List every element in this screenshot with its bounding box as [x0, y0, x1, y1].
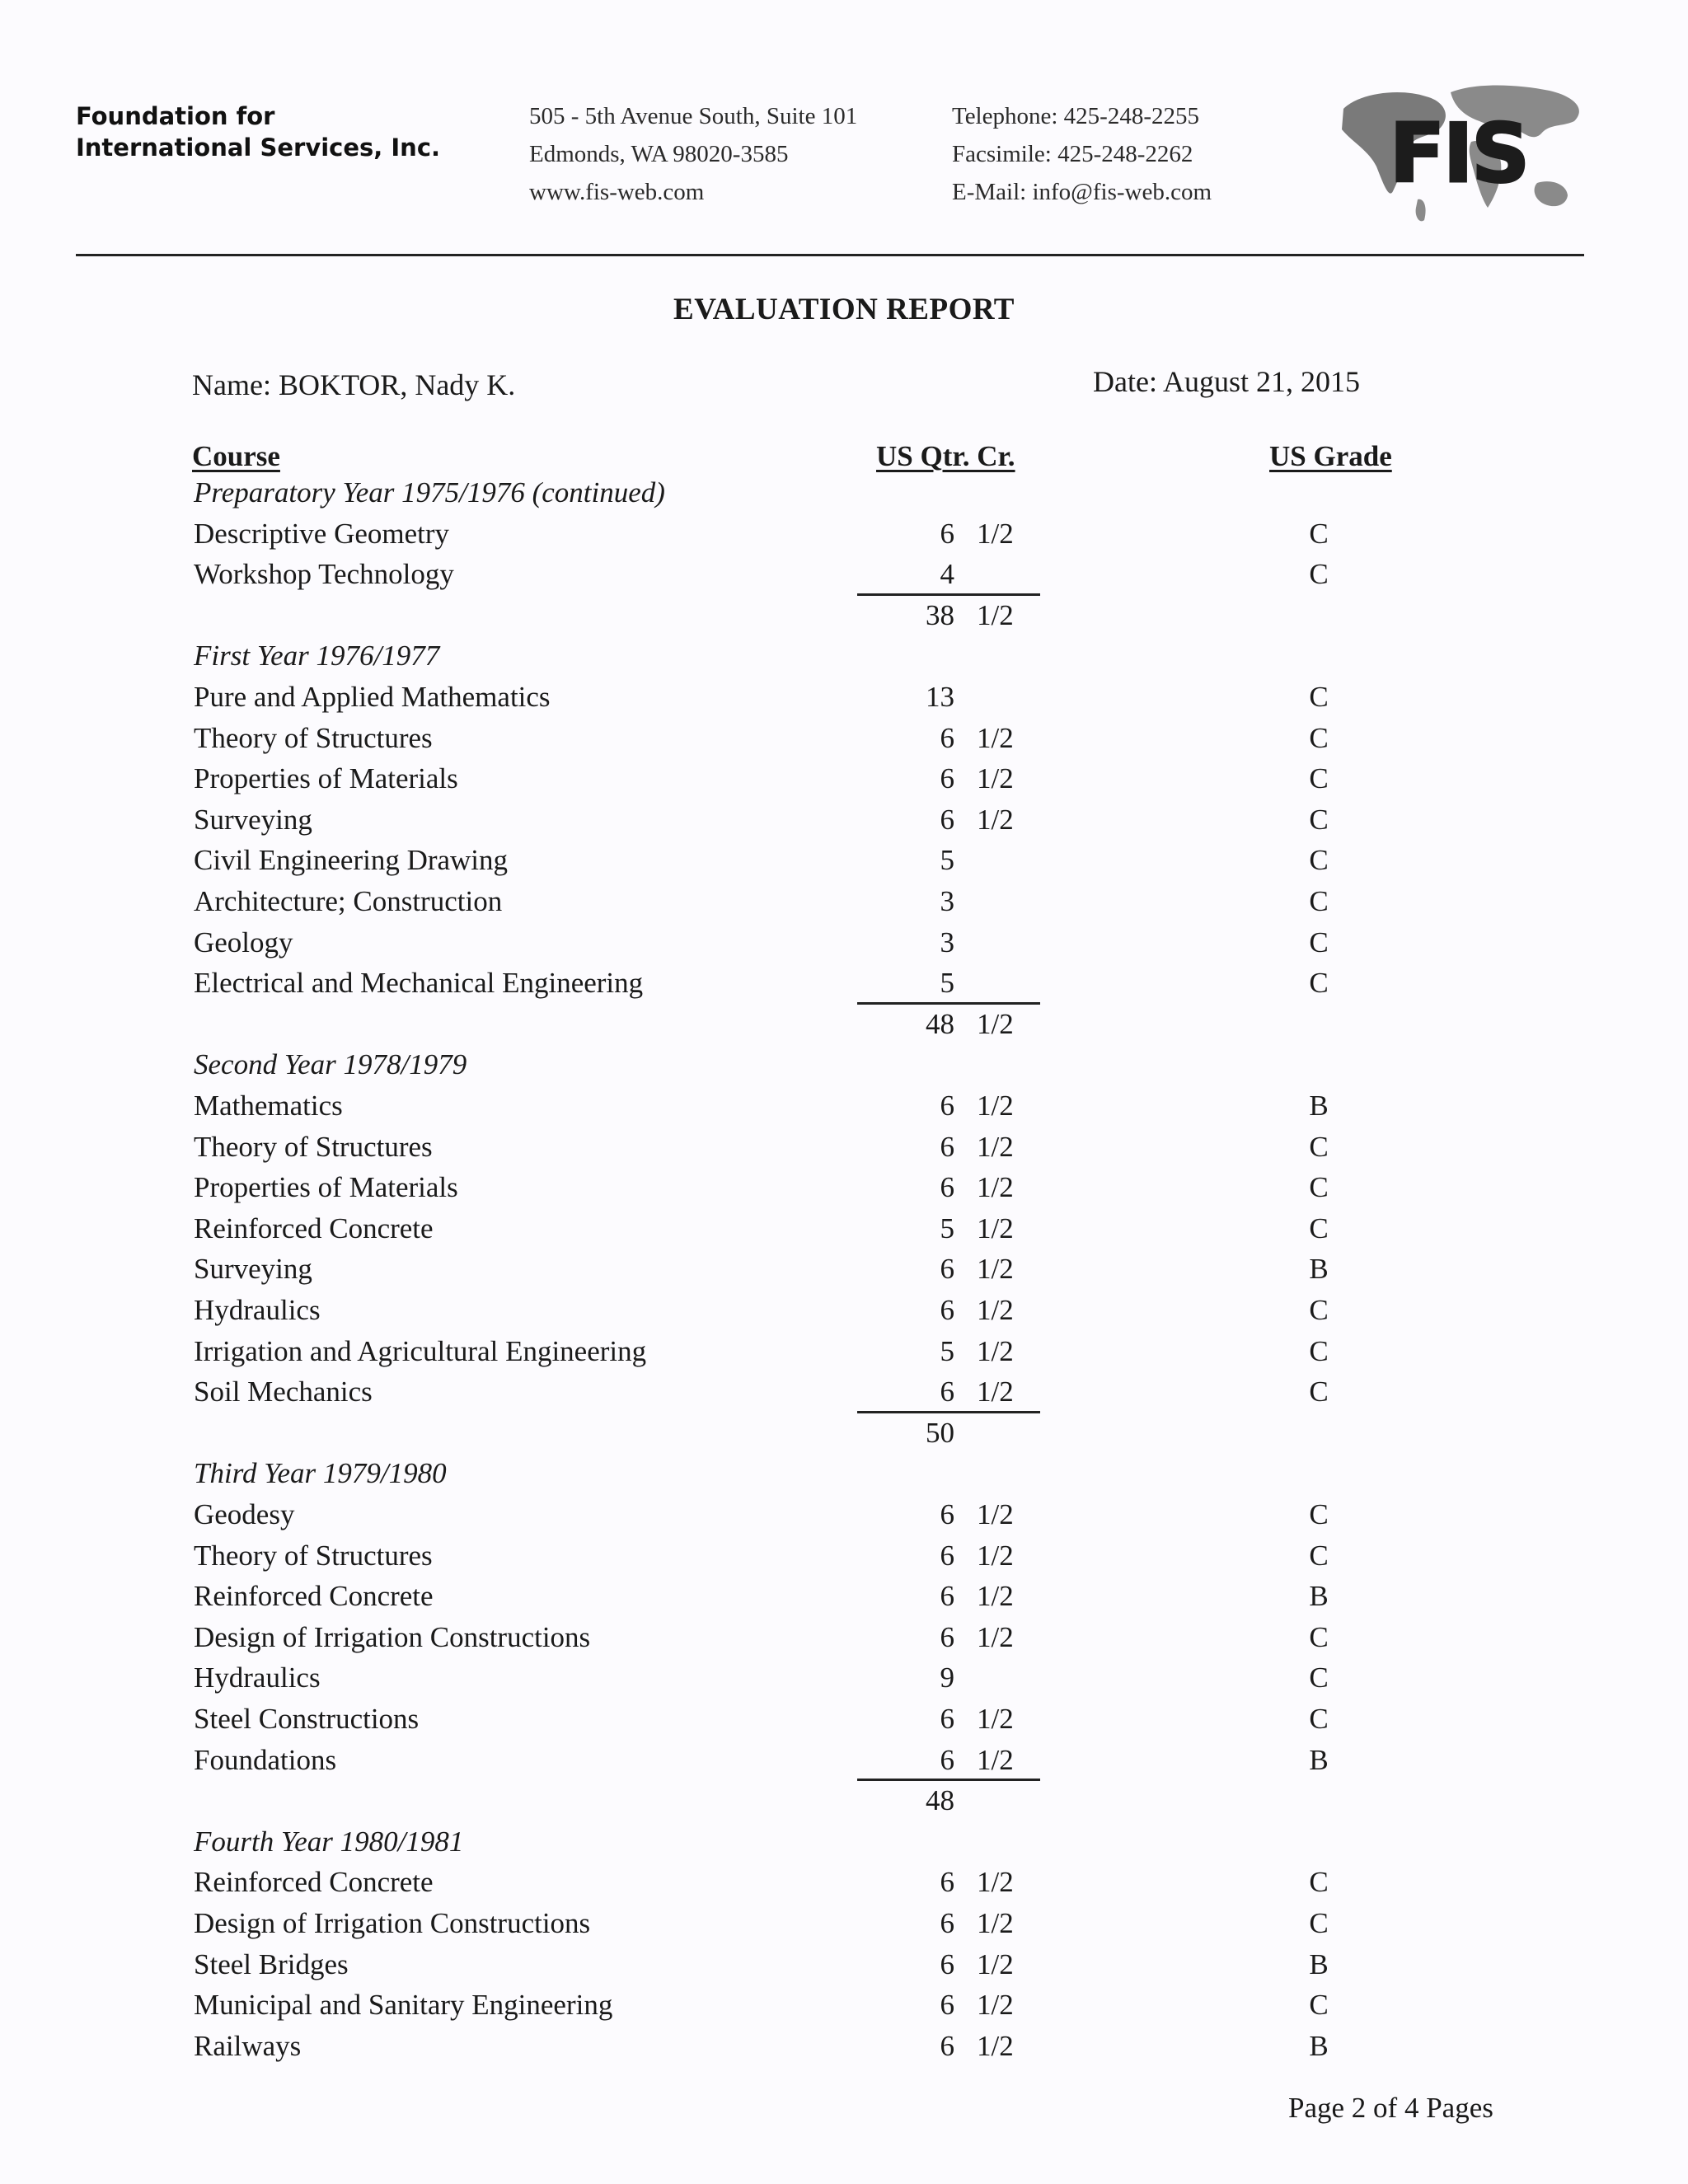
section-heading	[0, 1453, 1688, 1494]
course-name: Civil Engineering Drawing	[194, 844, 509, 877]
course-row	[0, 799, 1688, 841]
course-grade: C	[1309, 1907, 1329, 1939]
course-row	[0, 922, 1688, 963]
course-grade: C	[1309, 1171, 1329, 1204]
course-grade: C	[1309, 1989, 1329, 2022]
course-name: Theory of Structures	[194, 1130, 433, 1163]
course-grade: C	[1309, 558, 1329, 591]
credit-fraction: 1/2	[977, 1907, 1014, 1939]
org-name-line2: International Services, Inc.	[76, 134, 441, 162]
credit-fraction: 1/2	[977, 803, 1014, 836]
course-row	[0, 1903, 1688, 1944]
subtotal-credit-whole: 38	[926, 598, 954, 631]
course-grade: C	[1309, 967, 1329, 1000]
course-row	[0, 881, 1688, 922]
credit-fraction: 1/2	[977, 517, 1014, 550]
course-grade: C	[1309, 1130, 1329, 1163]
credit-fraction: 1/2	[977, 1090, 1014, 1122]
credit-whole: 6	[940, 1090, 954, 1122]
logo-text: FIS	[1390, 107, 1528, 201]
course-name: Pure and Applied Mathematics	[194, 681, 551, 713]
course-row	[0, 1290, 1688, 1331]
credit-fraction: 1/2	[977, 1620, 1014, 1653]
credit-whole: 6	[940, 1539, 954, 1572]
course-grade: B	[1309, 1743, 1329, 1776]
course-row	[0, 1576, 1688, 1617]
subtotal-credit-whole: 48	[926, 1784, 954, 1817]
course-name: Geodesy	[194, 1498, 295, 1530]
report-date: Date: August 21, 2015	[1093, 365, 1360, 398]
course-row	[0, 1862, 1688, 1903]
credit-whole: 6	[940, 1620, 954, 1653]
credit-whole: 6	[940, 1947, 954, 1980]
course-row	[0, 1657, 1688, 1699]
course-grade: C	[1309, 1294, 1329, 1326]
credit-fraction: 1/2	[977, 1212, 1014, 1244]
address-block	[529, 97, 857, 211]
course-name: Architecture; Construction	[194, 885, 503, 917]
credit-whole: 5	[940, 844, 954, 877]
course-name: Reinforced Concrete	[194, 1866, 434, 1899]
course-row	[0, 758, 1688, 799]
credit-fraction: 1/2	[977, 762, 1014, 795]
section-heading	[0, 1821, 1688, 1863]
course-name: Geology	[194, 926, 293, 958]
course-grade: C	[1309, 762, 1329, 795]
course-name: Irrigation and Agricultural Engineering	[194, 1334, 647, 1367]
course-grade: C	[1309, 1212, 1329, 1244]
course-grade: B	[1309, 1580, 1329, 1613]
course-name: Design of Irrigation Constructions	[194, 1907, 591, 1939]
course-row	[0, 718, 1688, 759]
course-name: Foundations	[194, 1743, 337, 1776]
credit-whole: 5	[940, 967, 954, 1000]
course-row	[0, 1371, 1688, 1413]
credit-fraction: 1/2	[977, 2029, 1014, 2062]
credit-fraction: 1/2	[977, 1253, 1014, 1286]
course-name: Steel Constructions	[194, 1703, 420, 1735]
course-grade: C	[1309, 1539, 1329, 1572]
org-name-line1: Foundation for	[76, 102, 275, 130]
credit-fraction: 1/2	[977, 1294, 1014, 1326]
course-grade: C	[1309, 1334, 1329, 1367]
section-heading	[0, 472, 1688, 513]
credit-fraction: 1/2	[977, 1580, 1014, 1613]
course-row	[0, 1944, 1688, 1985]
column-header-grade: US Grade	[1269, 440, 1392, 472]
course-grade: C	[1309, 517, 1329, 550]
course-grade: B	[1309, 1947, 1329, 1980]
section-title: Third Year 1979/1980	[194, 1457, 447, 1490]
course-row	[0, 1127, 1688, 1168]
column-header-credit: US Qtr. Cr.	[876, 440, 1015, 472]
credit-whole: 9	[940, 1661, 954, 1694]
course-name: Municipal and Sanitary Engineering	[194, 1989, 613, 2022]
page-number: Page 2 of 4 Pages	[1288, 2092, 1493, 2124]
credit-whole: 6	[940, 517, 954, 550]
subtotal-row	[0, 1004, 1688, 1045]
course-name: Hydraulics	[194, 1661, 321, 1694]
course-row	[0, 1699, 1688, 1740]
credit-fraction: 1/2	[977, 721, 1014, 754]
subtotal-credit-whole: 50	[926, 1416, 954, 1449]
credit-fraction: 1/2	[977, 1539, 1014, 1572]
course-row	[0, 1331, 1688, 1372]
subtotal-credit-fraction: 1/2	[977, 1007, 1014, 1040]
credit-whole: 6	[940, 1294, 954, 1326]
section-title: Preparatory Year 1975/1976 (continued)	[194, 476, 665, 509]
email: E-Mail: info@fis-web.com	[952, 179, 1212, 205]
course-row	[0, 1208, 1688, 1249]
credit-whole: 3	[940, 926, 954, 958]
course-row	[0, 1494, 1688, 1535]
credit-whole: 5	[940, 1212, 954, 1244]
facsimile: Facsimile: 425-248-2262	[952, 141, 1193, 167]
course-name: Descriptive Geometry	[194, 517, 450, 550]
credit-whole: 6	[940, 1989, 954, 2022]
course-grade: B	[1309, 2029, 1329, 2062]
credit-whole: 6	[940, 803, 954, 836]
course-row	[0, 1085, 1688, 1127]
subtotal-row	[0, 1780, 1688, 1821]
credit-whole: 13	[926, 681, 954, 713]
credit-fraction: 1/2	[977, 1703, 1014, 1735]
section-title: Second Year 1978/1979	[194, 1048, 467, 1081]
credit-whole: 6	[940, 2029, 954, 2062]
credit-whole: 6	[940, 1580, 954, 1613]
course-row	[0, 1167, 1688, 1208]
contact-block	[952, 97, 1212, 211]
credit-whole: 6	[940, 1376, 954, 1408]
course-row	[0, 2026, 1688, 2067]
student-name: Name: BOKTOR, Nady K.	[192, 368, 516, 401]
course-grade: C	[1309, 681, 1329, 713]
credit-whole: 6	[940, 762, 954, 795]
credit-whole: 6	[940, 1130, 954, 1163]
course-row	[0, 1740, 1688, 1781]
credit-whole: 6	[940, 1171, 954, 1204]
header-divider	[76, 254, 1584, 256]
course-name: Surveying	[194, 803, 312, 836]
credit-fraction: 1/2	[977, 1947, 1014, 1980]
address-line1: 505 - 5th Avenue South, Suite 101	[529, 103, 858, 129]
credit-whole: 3	[940, 885, 954, 917]
course-name: Surveying	[194, 1253, 312, 1286]
course-row	[0, 554, 1688, 595]
credit-whole: 6	[940, 1253, 954, 1286]
credit-fraction: 1/2	[977, 1376, 1014, 1408]
course-name: Workshop Technology	[194, 558, 454, 591]
credit-whole: 6	[940, 1866, 954, 1899]
course-name: Theory of Structures	[194, 1539, 433, 1572]
course-name: Railways	[194, 2029, 302, 2062]
credit-fraction: 1/2	[977, 1334, 1014, 1367]
course-grade: C	[1309, 803, 1329, 836]
subtotal-row	[0, 1413, 1688, 1454]
course-row	[0, 963, 1688, 1004]
course-grade: B	[1309, 1090, 1329, 1122]
course-grade: C	[1309, 1866, 1329, 1899]
course-row	[0, 1249, 1688, 1290]
course-grade: C	[1309, 844, 1329, 877]
course-row	[0, 1617, 1688, 1658]
course-row	[0, 1535, 1688, 1577]
course-name: Hydraulics	[194, 1294, 321, 1326]
course-grade: C	[1309, 1661, 1329, 1694]
course-name: Theory of Structures	[194, 721, 433, 754]
subtotal-row	[0, 595, 1688, 636]
course-name: Properties of Materials	[194, 1171, 458, 1204]
course-row	[0, 677, 1688, 718]
course-grade: C	[1309, 1376, 1329, 1408]
column-header-course: Course	[192, 440, 280, 472]
organization-name	[76, 101, 440, 163]
course-name: Reinforced Concrete	[194, 1580, 434, 1613]
course-row	[0, 513, 1688, 555]
course-row	[0, 1985, 1688, 2026]
credit-whole: 6	[940, 1907, 954, 1939]
course-grade: C	[1309, 1498, 1329, 1530]
credit-whole: 4	[940, 558, 954, 591]
credit-fraction: 1/2	[977, 1498, 1014, 1530]
course-name: Properties of Materials	[194, 762, 458, 795]
credit-whole: 6	[940, 1498, 954, 1530]
section-title: Fourth Year 1980/1981	[194, 1825, 464, 1858]
credit-whole: 6	[940, 1743, 954, 1776]
report-title: EVALUATION REPORT	[673, 293, 1015, 326]
course-name: Design of Irrigation Constructions	[194, 1620, 591, 1653]
address-line2: Edmonds, WA 98020-3585	[529, 141, 789, 167]
course-grade: C	[1309, 926, 1329, 958]
section-heading	[0, 635, 1688, 677]
course-name: Mathematics	[194, 1090, 343, 1122]
credit-fraction: 1/2	[977, 1989, 1014, 2022]
section-title: First Year 1976/1977	[194, 640, 440, 673]
course-name: Soil Mechanics	[194, 1376, 373, 1408]
course-name: Reinforced Concrete	[194, 1212, 434, 1244]
section-heading	[0, 1044, 1688, 1085]
website: www.fis-web.com	[529, 179, 705, 205]
course-name: Steel Bridges	[194, 1947, 349, 1980]
credit-fraction: 1/2	[977, 1743, 1014, 1776]
credit-fraction: 1/2	[977, 1866, 1014, 1899]
course-grade: C	[1309, 885, 1329, 917]
course-grade: B	[1309, 1253, 1329, 1286]
course-row	[0, 840, 1688, 881]
subtotal-credit-whole: 48	[926, 1007, 954, 1040]
credit-whole: 6	[940, 721, 954, 754]
fis-world-logo	[1327, 76, 1591, 232]
telephone: Telephone: 425-248-2255	[952, 103, 1199, 129]
course-grade: C	[1309, 721, 1329, 754]
course-name: Electrical and Mechanical Engineering	[194, 967, 644, 1000]
course-grade: C	[1309, 1620, 1329, 1653]
credit-whole: 5	[940, 1334, 954, 1367]
course-grade: C	[1309, 1703, 1329, 1735]
credit-whole: 6	[940, 1703, 954, 1735]
subtotal-credit-fraction: 1/2	[977, 598, 1014, 631]
credit-fraction: 1/2	[977, 1130, 1014, 1163]
credit-fraction: 1/2	[977, 1171, 1014, 1204]
